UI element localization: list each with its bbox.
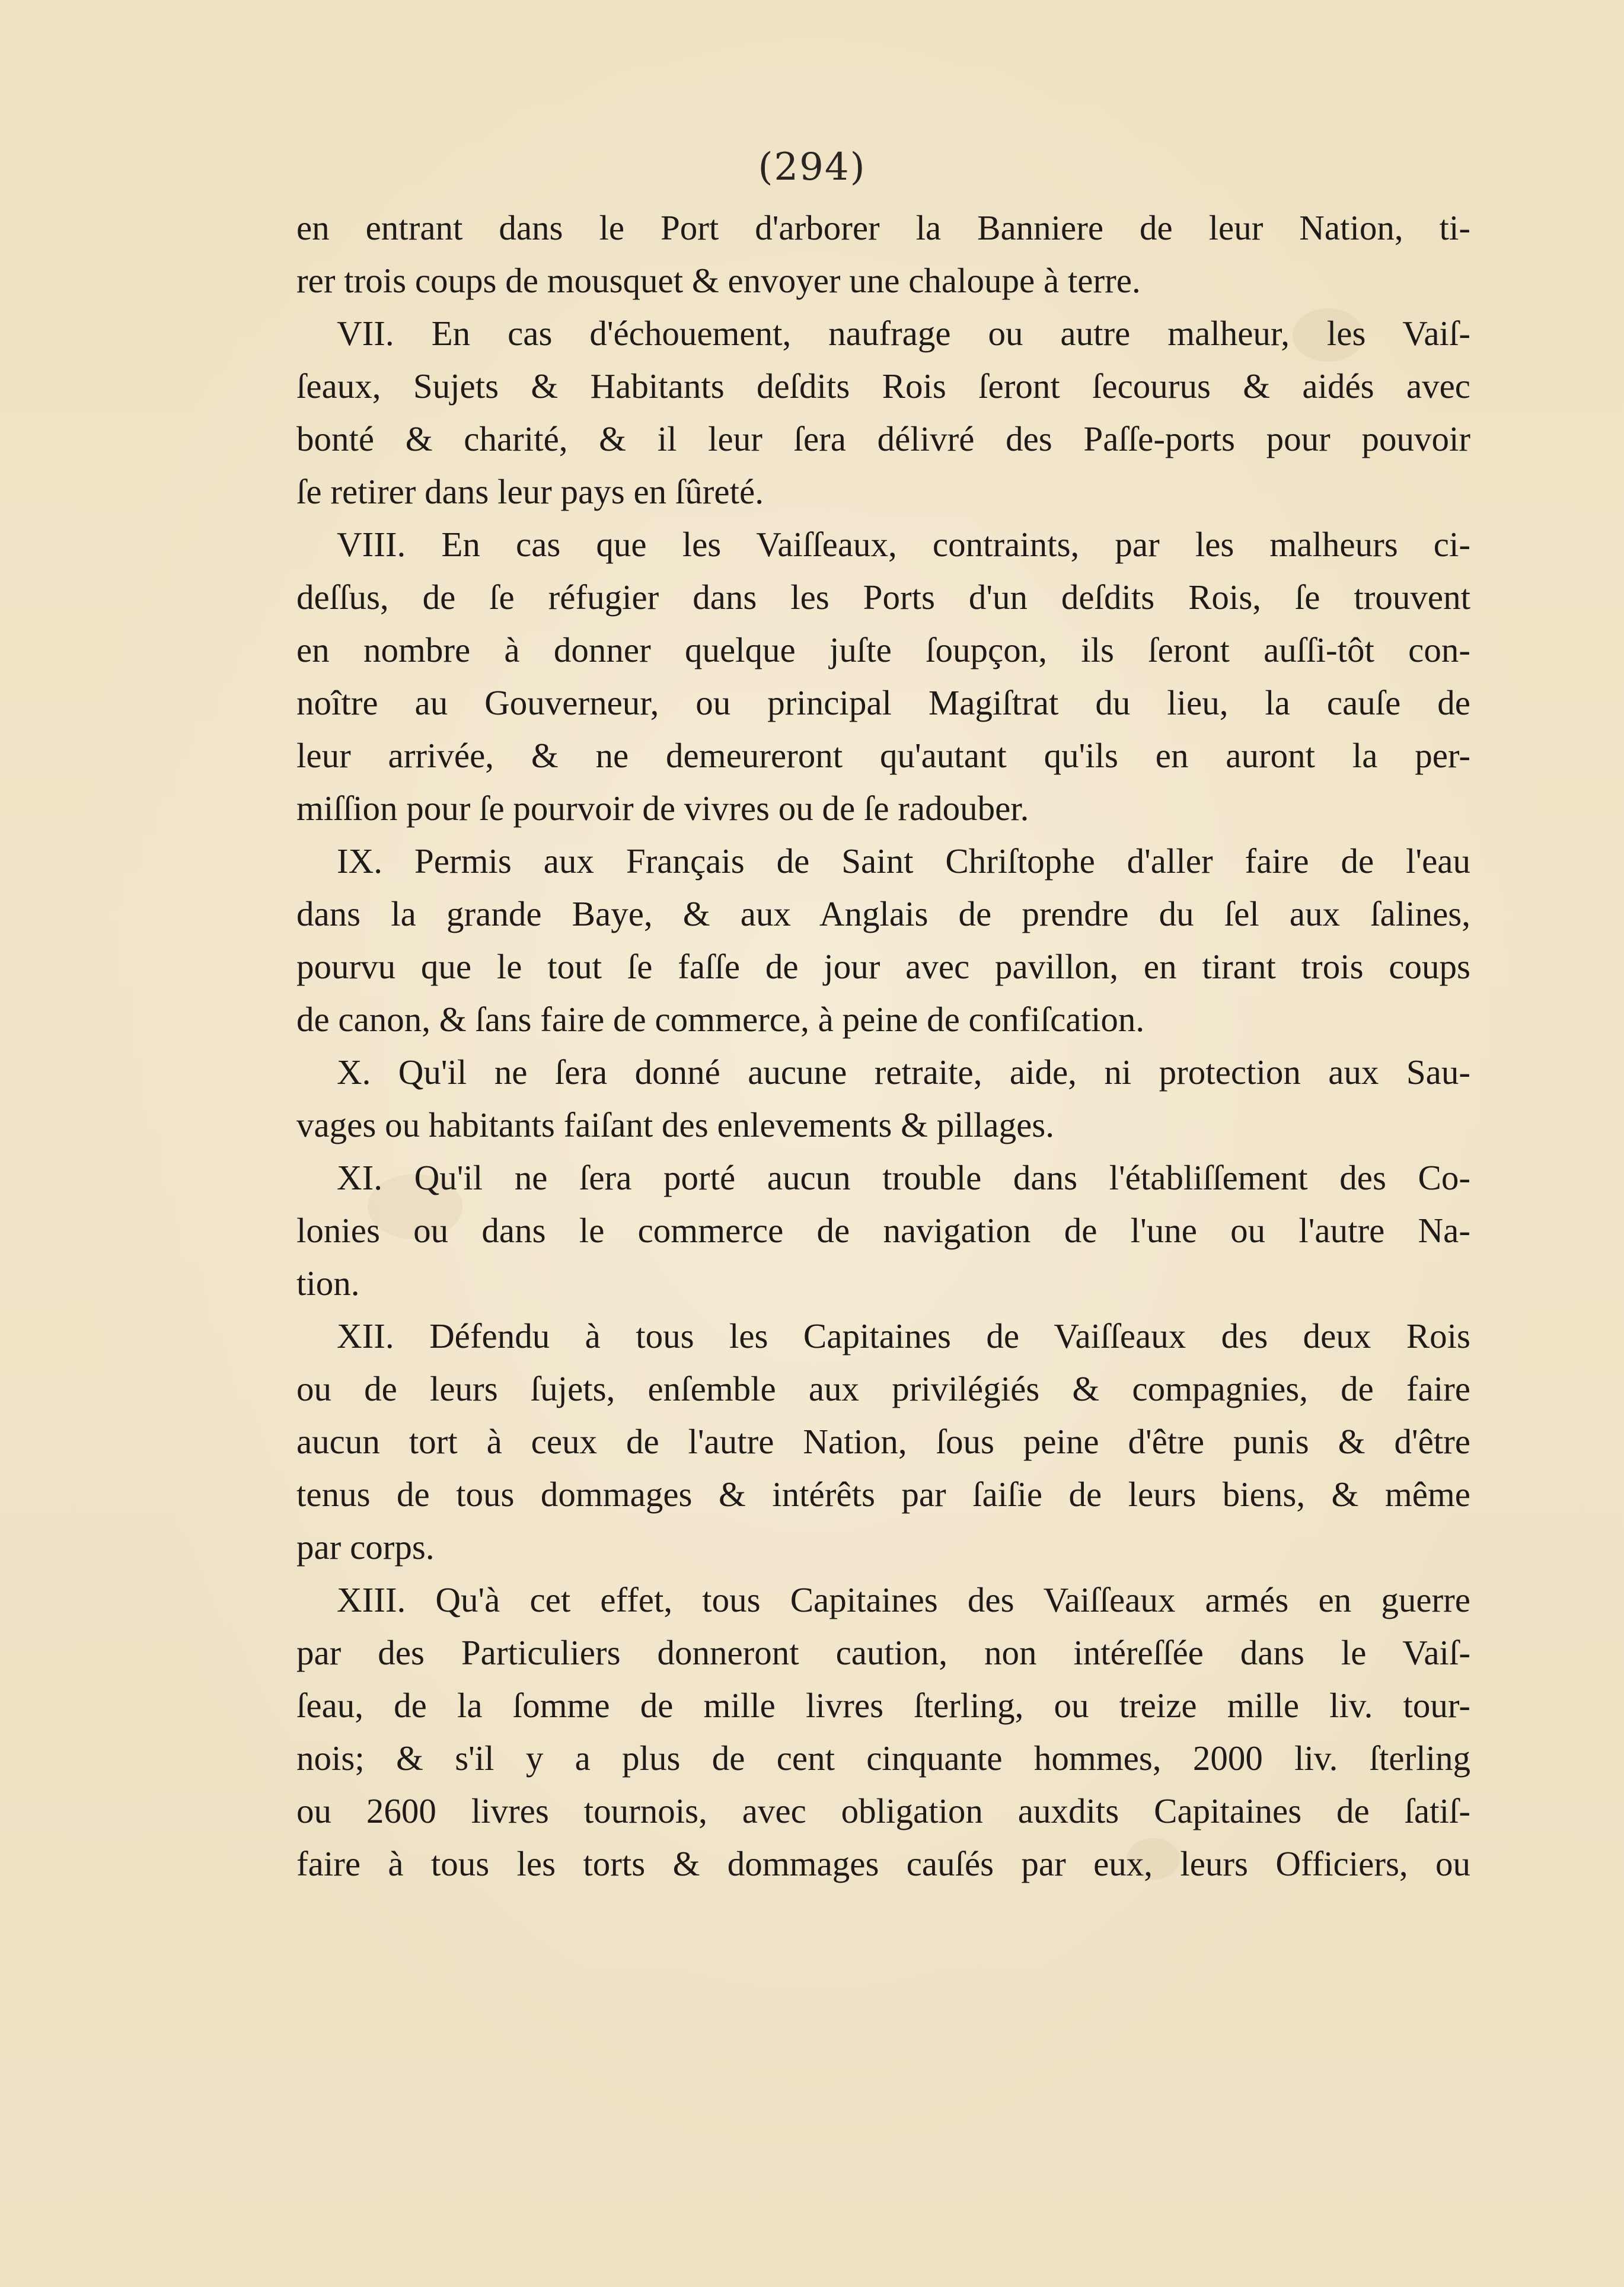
text-line: dans la grande Baye, & aux Anglais de prendre du ſel aux ſalines,: [296, 894, 1470, 933]
text-line: IX. Permis aux Français de Saint Chriſtophe d'aller faire de l'eau: [337, 841, 1470, 881]
text-line: leur arrivée, & ne demeureront qu'autant qu'ils en auront la per-: [296, 736, 1470, 775]
text-line: XIII. Qu'à cet effet, tous Capitaines des Vaiſſeaux armés en guerre: [337, 1580, 1470, 1619]
article-vii: [296, 307, 1470, 518]
text-line: XII. Défendu à tous les Capitaines de Vaiſſeaux des deux Rois: [337, 1316, 1470, 1355]
text-line: ſeaux, Sujets & Habitants deſdits Rois ſeront ſecourus & aidés avec: [296, 366, 1470, 406]
text-line: noître au Gouverneur, ou principal Magiſtrat du lieu, la cauſe de: [296, 683, 1470, 722]
text-line: deſſus, de ſe réfugier dans les Ports d'un deſdits Rois, ſe trouvent: [296, 578, 1470, 617]
text-line: tenus de tous dommages & intérêts par ſaiſie de leurs biens, & même: [296, 1475, 1470, 1514]
article-xiii: [296, 1574, 1470, 1890]
text-line: X. Qu'il ne ſera donné aucune retraite, aide, ni protection aux Sau-: [337, 1052, 1470, 1092]
text-line: par corps.: [296, 1527, 435, 1567]
text-line: ou de leurs ſujets, enſemble aux privilégiés & compagnies, de faire: [296, 1369, 1470, 1408]
text-line: tion.: [296, 1264, 360, 1303]
article-xii: [296, 1310, 1470, 1574]
page-number: (294): [758, 145, 866, 189]
article-xi: [296, 1152, 1470, 1310]
text-line: pourvu que le tout ſe faſſe de jour avec pavillon, en tirant trois coups: [296, 947, 1470, 986]
text-line: en entrant dans le Port d'arborer la Banniere de leur Nation, ti-: [296, 208, 1470, 247]
text-line: par des Particuliers donneront caution, non intéreſſée dans le Vaiſ-: [296, 1633, 1470, 1672]
body-text: [296, 202, 1470, 1890]
text-line: bonté & charité, & il leur ſera délivré des Paſſe-ports pour pouvoir: [296, 419, 1470, 458]
article-ix: [296, 835, 1470, 1046]
text-line: nois; & s'il y a plus de cent cinquante hommes, 2000 liv. ſterling: [296, 1739, 1470, 1778]
article-x: [296, 1046, 1470, 1152]
text-line: miſſion pour ſe pourvoir de vivres ou de ſe radouber.: [296, 789, 1029, 828]
text-line: lonies ou dans le commerce de navigation de l'une ou l'autre Na-: [296, 1211, 1470, 1250]
text-line: rer trois coups de mousquet & envoyer une chaloupe à terre.: [296, 261, 1141, 300]
text-line: aucun tort à ceux de l'autre Nation, ſous peine d'être punis & d'être: [296, 1422, 1470, 1461]
article-viii: [296, 518, 1470, 835]
text-line: XI. Qu'il ne ſera porté aucun trouble dans l'établiſſement des Co-: [337, 1158, 1470, 1197]
paragraph-continuation: [296, 202, 1470, 307]
text-line: ſeau, de la ſomme de mille livres ſterling, ou treize mille liv. tour-: [296, 1686, 1470, 1725]
text-line: ou 2600 livres tournois, avec obligation auxdits Capitaines de ſatiſ-: [296, 1791, 1470, 1830]
text-line: faire à tous les torts & dommages cauſés par eux, leurs Officiers, ou: [296, 1844, 1470, 1883]
text-line: en nombre à donner quelque juſte ſoupçon, ils ſeront auſſi-tôt con-: [296, 630, 1470, 669]
text-line: VII. En cas d'échouement, naufrage ou autre malheur, les Vaiſ-: [337, 314, 1470, 353]
text-line: de canon, & ſans faire de commerce, à peine de confiſcation.: [296, 1000, 1145, 1039]
text-line: ſe retirer dans leur pays en ſûreté.: [296, 472, 764, 511]
text-line: VIII. En cas que les Vaiſſeaux, contraints, par les malheurs ci-: [337, 525, 1470, 564]
text-line: vages ou habitants faiſant des enlevements & pillages.: [296, 1105, 1054, 1144]
